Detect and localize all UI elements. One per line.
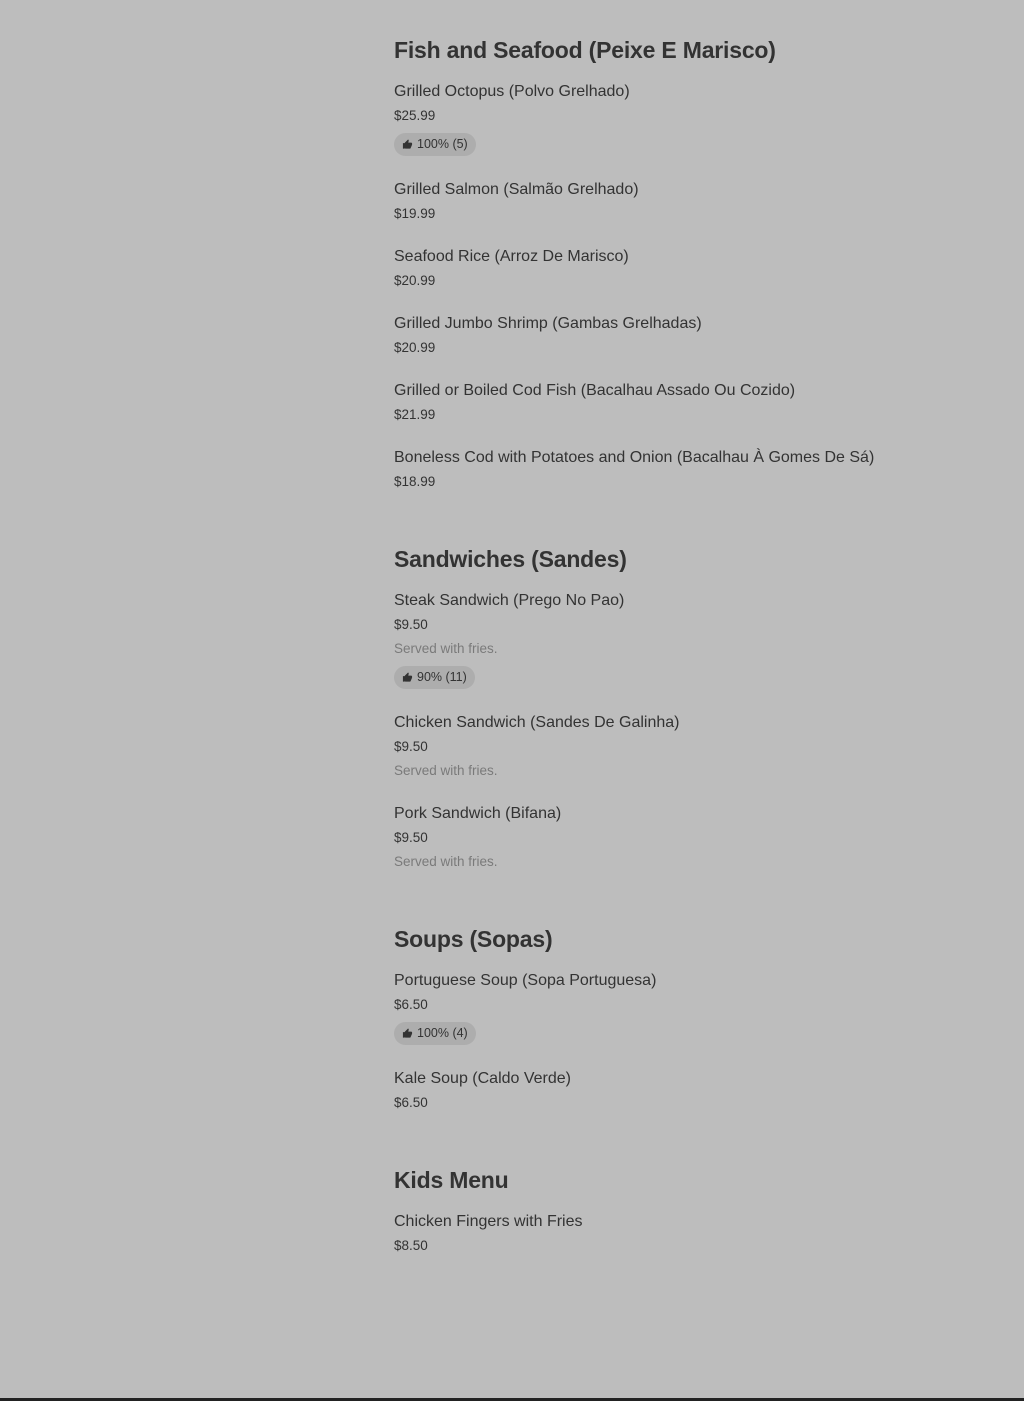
item-price: $20.99 [394, 340, 436, 355]
item-price: $20.99 [394, 273, 436, 288]
item-price: $6.50 [394, 997, 428, 1012]
menu-item[interactable] [394, 174, 994, 241]
menu-content [394, 0, 994, 1273]
item-name: Steak Sandwich (Prego No Pao) [394, 592, 625, 609]
item-name: Pork Sandwich (Bifana) [394, 805, 562, 822]
menu-item[interactable] [394, 76, 994, 174]
menu-item[interactable] [394, 707, 994, 798]
item-name: Portuguese Soup (Sopa Portuguesa) [394, 972, 657, 989]
item-price: $25.99 [394, 108, 436, 123]
item-name: Kale Soup (Caldo Verde) [394, 1070, 571, 1087]
item-name: Grilled Salmon (Salmão Grelhado) [394, 181, 639, 198]
menu-item[interactable] [394, 1206, 994, 1273]
menu-item[interactable] [394, 1063, 994, 1130]
thumbs-up-icon [402, 139, 413, 150]
item-name: Boneless Cod with Potatoes and Onion (Bacalhau À Gomes De Sá) [394, 449, 875, 466]
menu-item[interactable] [394, 375, 994, 442]
section-title: Soups (Sopas) [394, 926, 553, 952]
item-name: Seafood Rice (Arroz De Marisco) [394, 248, 629, 265]
menu-item[interactable] [394, 965, 994, 1063]
item-price: $21.99 [394, 407, 436, 422]
menu-section-kids-menu [394, 1130, 994, 1273]
item-name: Chicken Fingers with Fries [394, 1213, 583, 1230]
menu-item[interactable] [394, 442, 994, 509]
item-price: $19.99 [394, 206, 436, 221]
item-name: Chicken Sandwich (Sandes De Galinha) [394, 714, 680, 731]
section-title: Fish and Seafood (Peixe E Marisco) [394, 37, 776, 63]
section-title: Sandwiches (Sandes) [394, 546, 627, 572]
rating-text: 90% (11) [417, 670, 467, 684]
item-description: Served with fries. [394, 763, 498, 778]
menu-item[interactable] [394, 308, 994, 375]
item-price: $9.50 [394, 739, 428, 754]
item-price: $18.99 [394, 474, 436, 489]
menu-section-fish-and-seafood [394, 0, 994, 509]
item-description: Served with fries. [394, 641, 498, 656]
menu-section-sandwiches [394, 509, 994, 889]
rating-text: 100% (4) [417, 1026, 468, 1040]
rating-badge [394, 133, 476, 156]
thumbs-up-icon [402, 1028, 413, 1039]
item-description: Served with fries. [394, 854, 498, 869]
thumbs-up-icon [402, 672, 413, 683]
item-name: Grilled Octopus (Polvo Grelhado) [394, 83, 630, 100]
menu-item[interactable] [394, 241, 994, 308]
menu-section-soups [394, 889, 994, 1130]
rating-badge [394, 666, 475, 689]
item-name: Grilled Jumbo Shrimp (Gambas Grelhadas) [394, 315, 702, 332]
menu-item[interactable] [394, 585, 994, 707]
rating-text: 100% (5) [417, 137, 468, 151]
item-price: $6.50 [394, 1095, 428, 1110]
item-price: $8.50 [394, 1238, 428, 1253]
item-price: $9.50 [394, 830, 428, 845]
rating-badge [394, 1022, 476, 1045]
section-title: Kids Menu [394, 1167, 509, 1193]
menu-item[interactable] [394, 798, 994, 889]
item-price: $9.50 [394, 617, 428, 632]
item-name: Grilled or Boiled Cod Fish (Bacalhau Assado Ou Cozido) [394, 382, 796, 399]
